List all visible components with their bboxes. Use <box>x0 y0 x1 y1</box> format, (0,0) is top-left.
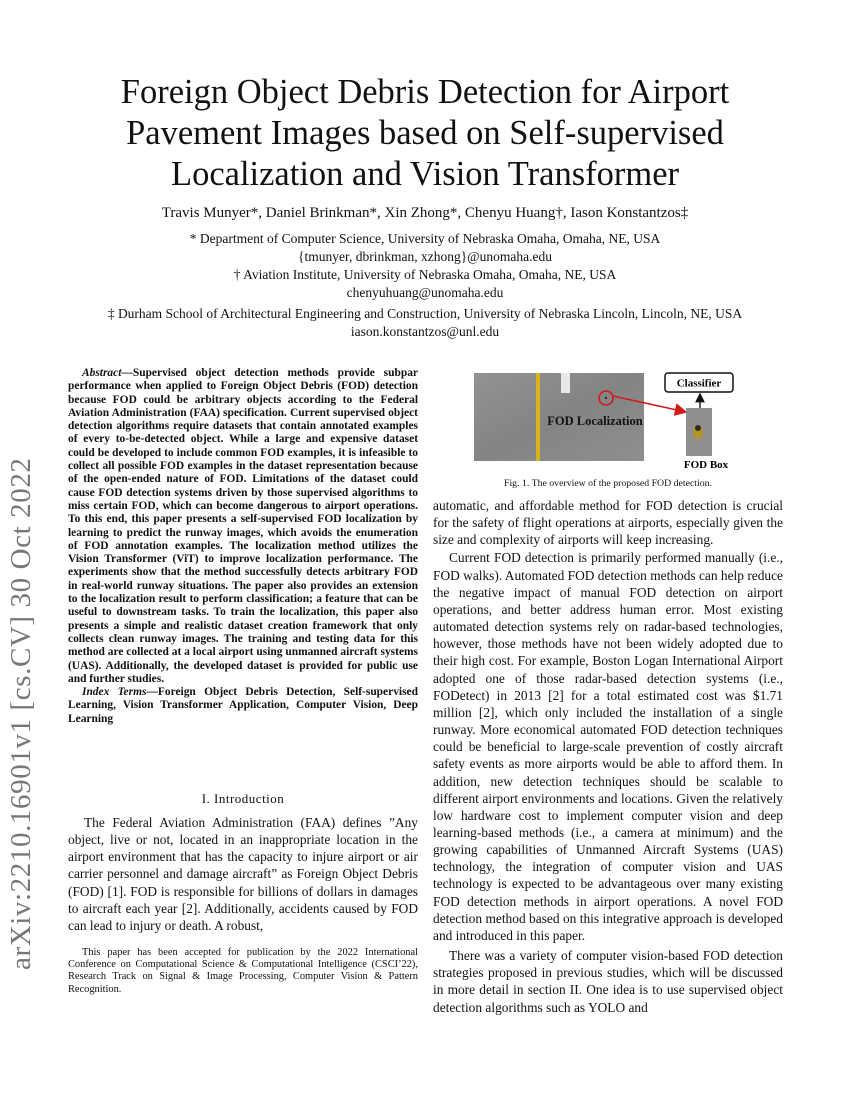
section-heading-introduction: I. Introduction <box>201 791 285 806</box>
arxiv-stamp: arXiv:2210.16901v1 [cs.CV] 30 Oct 2022 <box>5 457 37 970</box>
affiliation-email: iason.konstantzos@unl.edu <box>350 324 500 339</box>
index-terms-text: —Foreign Object Debris Detection, Self-supervised Learning, Vision Transformer Application, Computer Vision, Deep Learning <box>68 686 418 725</box>
affiliation-durham <box>40 305 810 341</box>
affiliation-line: * Department of Computer Science, University of Nebraska Omaha, Omaha, NE, USA <box>189 231 661 246</box>
title-line: Foreign Object Debris Detection for Airport <box>120 73 730 111</box>
runway-white-marking <box>561 373 570 393</box>
index-terms <box>68 686 418 726</box>
affiliation-email: chenyuhuang@unomaha.edu <box>346 285 504 300</box>
affiliation-email: {tmunyer, dbrinkman, xzhong}@unomaha.edu <box>298 249 552 264</box>
intro-right-column <box>433 497 783 1016</box>
abstract-text: —Supervised object detection methods provide subpar performance when applied to Foreign Object Debris (FOD) detection because FOD could be arbitrary objects according to the Federal Aviation Administration (FAA) specification. Current supervised object detection algorithms require datasets that contain annotated examples of every to-be-detected object. While a large and expensive dataset could be developed to include common FOD examples, it is infeasible to collect all possible FOD examples in the dataset representation because of the open-ended nature of FOD. Limitations of the dataset could cause FOD detection systems driven by those supervised algorithms to miss certain FOD, which can become dangerous to airport operations. To this end, this paper presents a self-supervised FOD localization by learning to predict the runway images, which avoids the enumeration of FOD annotation examples. The localization method utilizes the Vision Transformer (ViT) to improve localization performance. The experiments show that the method successfully detects arbitrary FOD in real-world runway situations. The paper also provides an extension to the localization result to perform classification; a feature that can be useful to downstream tasks. To train the localization, this paper also presents a simple and realistic dataset creation framework that only collects clean runway images. The training and testing data for this method are collected at a local airport using unmanned aircraft systems (UAS). Additionally, the developed dataset is provided for public use and further studies. <box>68 367 418 685</box>
intro-paragraph: The Federal Aviation Administration (FAA) defines ”Any object, live or not, located in an inappropriate location in the airport environment that has the capacity to injure airport or air carrier personnel and damage aircraft” as Foreign Object Debris (FOD) [1]. FOD is responsible for billions of dollars in damages to aircraft each year [2]. Additionally, accidents caused by FOD can lead to injury or death. A robust, <box>68 815 418 933</box>
abstract-label: Abstract <box>82 367 122 379</box>
affiliation-line: † Aviation Institute, University of Nebraska Omaha, Omaha, NE, USA <box>233 267 617 282</box>
intro-paragraph: automatic, and affordable method for FOD detection is crucial for the safety of flight operations at airports, especially given the size and complexity of airports will keep increasing. <box>433 498 783 548</box>
figure-diagram <box>472 370 762 480</box>
abstract <box>68 367 418 726</box>
affiliation-line: ‡ Durham School of Architectural Engineering and Construction, University of Nebraska Lincoln, Lincoln, NE, USA <box>107 306 743 321</box>
intro-paragraph: There was a variety of computer vision-based FOD detection strategies proposed in previous studies, which will be discussed in more detail in section II. One idea is to use supervised object detection algorithms such as YOLO and <box>433 948 783 1015</box>
fod-box-label: FOD Box <box>683 459 729 471</box>
fod-localization-label: FOD Localization <box>547 414 643 428</box>
intro-left-column <box>68 814 418 934</box>
abstract-paragraph <box>68 367 418 686</box>
footnote: This paper has been accepted for publication by the 2022 International Conference on Computational Science & Computational Intelligence (CSCI’22), Research Track on Signal & Image Processing, Computer Vision & Pattern Recognition. <box>68 947 418 995</box>
affiliation-aviation <box>40 266 810 302</box>
intro-paragraph: Current FOD detection is primarily performed manually (i.e., FOD walks). Automated FOD detection methods can help reduce the negative impact of manual FOD detection on airport operations, and better address human error. Most existing automated detection systems rely on radar-based technologies, however, those methods have not been widely adopted due to their high cost. For example, Boston Logan International Airport adopted one of those radar-based detection systems (i.e., FODetect) in 2013 [2] for a total estimated cost was $1.71 million [2], which only included the installation of a single runway. More economical automated FOD detection techniques could be beneficial to large-scale prevention of costly aircraft safety events as more airports would be able to afford them. In addition, new detection techniques should be scalable to different airport environments and locations. Given the relatively low hardware cost to implement computer vision and deep learning-based methods (i.e., a camera at minimum) and the growing capabilities of Unmanned Aircraft Systems (UAS) technology, the integration of computer vision and UAS technology is expected to be advantageous over many existing FOD detection methods in airport operations. A novel FOD detection method based on this integrative approach is developed and introduced in this paper. <box>433 550 783 943</box>
affiliation-cs <box>40 230 810 266</box>
figure-1 <box>472 370 752 480</box>
title-line: Localization and Vision Transformer <box>171 155 679 193</box>
index-terms-label: Index Terms <box>82 686 147 699</box>
title-line: Pavement Images based on Self-supervised <box>126 114 724 152</box>
author-list: Travis Munyer*, Daniel Brinkman*, Xin Zhong*, Chenyu Huang†, Iason Konstantzos‡ <box>161 205 689 221</box>
classifier-label: Classifier <box>676 377 722 390</box>
paper-title <box>70 72 780 195</box>
runway-yellow-line <box>536 373 540 461</box>
figure-caption: Fig. 1. The overview of the proposed FOD detection. <box>504 478 712 489</box>
